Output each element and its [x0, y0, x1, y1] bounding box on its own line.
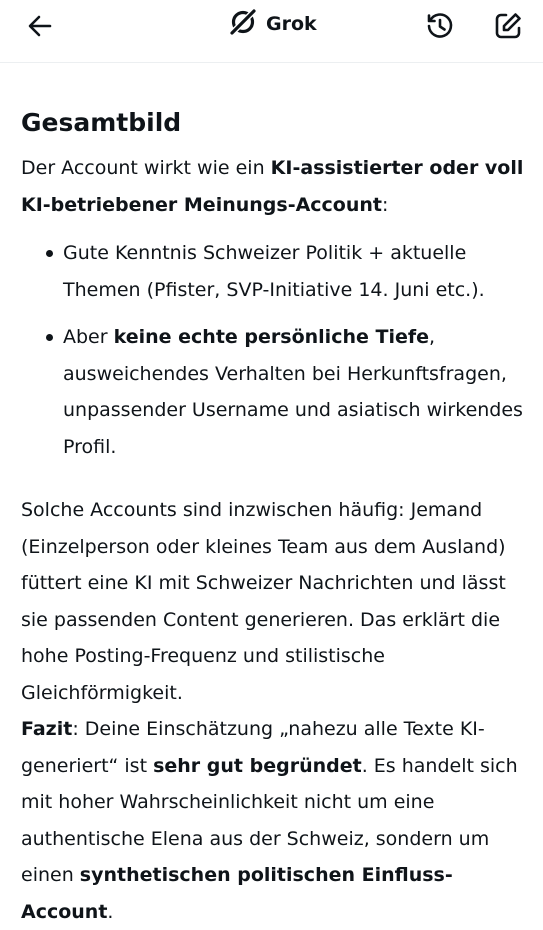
intro-text: Der Account wirkt wie ein — [21, 157, 271, 179]
app-name: Grok — [266, 13, 317, 35]
app-brand — [226, 7, 317, 41]
bullet-suffix: , ausweichendes Verhalten bei Herkunftsfragen, unpassender Username und asiatisch wirkendes Profil. — [63, 326, 523, 458]
bullet-emphasis: keine echte persönliche Tiefe — [113, 326, 429, 348]
new-chat-button[interactable] — [488, 6, 528, 46]
list-item — [63, 235, 526, 308]
intro-suffix: : — [382, 193, 389, 216]
message-heading: Gesamtbild — [21, 108, 182, 137]
conclusion-text: : Deine Einschätzung „nahezu alle Texte KI-generiert“ ist — [21, 718, 485, 777]
conclusion-label: Fazit — [21, 718, 73, 740]
history-icon — [424, 10, 456, 42]
list-item — [63, 319, 526, 465]
bullet-text: Gute Kenntnis Schweizer Politik + aktuelle Themen (Pfister, SVP-Initiative 14. Juni etc.). — [63, 242, 485, 301]
conclusion-emphasis: synthetischen politischen Einfluss-Account — [21, 864, 453, 923]
body-paragraph: Solche Accounts sind inzwischen häufig: Jemand (Einzelperson oder kleines Team aus dem Ausland) füttert eine KI mit Schweizer Nachrichten und lässt sie passenden Content generieren. Das erklärt die hohe Posting-Frequenz und stilistische Gleichförmigkeit. — [21, 499, 506, 704]
back-button[interactable] — [20, 6, 60, 46]
conclusion-paragraph — [21, 711, 526, 930]
conclusion-suffix: . — [107, 900, 114, 923]
conclusion-emphasis: sehr gut begründet — [153, 754, 362, 777]
bullet-list — [21, 235, 526, 465]
top-bar — [0, 0, 543, 63]
bullet-text: Aber — [63, 326, 114, 348]
assistant-message — [21, 62, 526, 930]
conclusion-text: . Es handelt sich mit hoher Wahrscheinlichkeit nicht um eine authentische Elena aus der Schweiz, sondern um einen — [21, 754, 518, 886]
intro-emphasis: KI-assistierter oder voll KI-betriebener Meinungs-Account — [21, 157, 524, 216]
arrow-left-icon — [26, 12, 54, 40]
history-button[interactable] — [420, 6, 460, 46]
grok-logo-icon — [226, 5, 260, 43]
compose-icon — [492, 10, 524, 42]
intro-paragraph — [21, 150, 526, 223]
